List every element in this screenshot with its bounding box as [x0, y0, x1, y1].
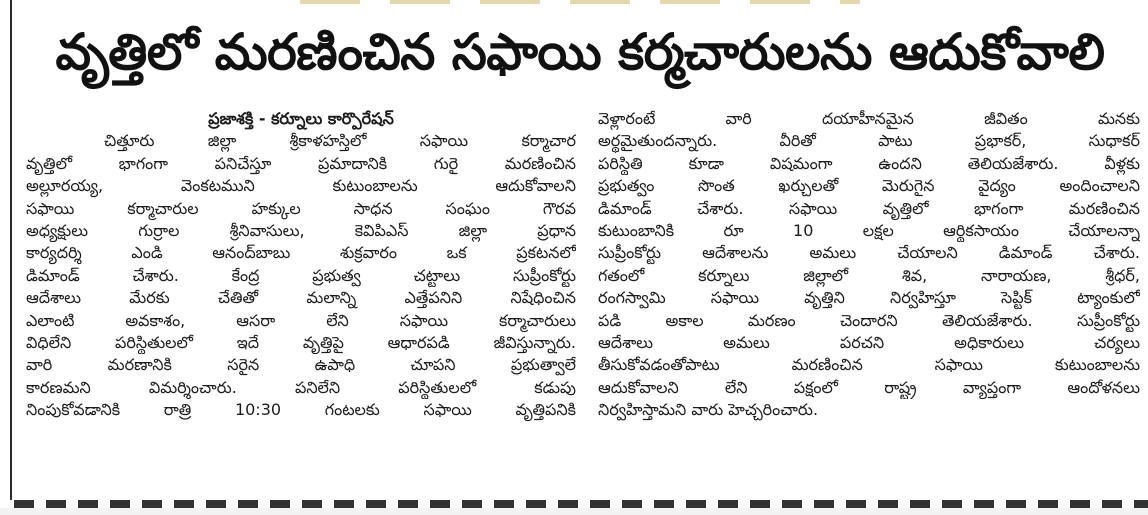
clipping-cut-line: [14, 500, 1148, 508]
byline: ప్రజాశక్తి - కర్నూలు కార్పొరేషన్: [208, 109, 394, 128]
text-line: వారి మరణానికి సరైన ఉపాధి చూపని ప్రభుత్వాలే: [26, 355, 576, 375]
text-line: వెళ్లారంటే వారి దయాహీనమైన జీవితం మనకు: [598, 109, 1140, 128]
text-line: డిమాండ్ చేశారు. కేంద్ర ప్రభుత్వ చట్టాలు సుప్రీంకోర్టు: [26, 265, 576, 285]
text-line: కుటుంబానికి రూ 10 లక్షల ఆర్థికసాయం చేయాలన్నా: [598, 220, 1140, 240]
clipping-bottom-edge: [0, 508, 1148, 515]
text-line: కార్యదర్శి ఎండి ఆనంద్‌బాబు శుక్రవారం ఒక ప్రకటనలో: [26, 243, 576, 263]
text-line: సఫాయి కర్మాచారుల హక్కుల సాధన సంఘం గౌరవ: [26, 198, 576, 218]
text-line: ఆదేశాలు అమలు పరచని అధికారులు చర్యలు: [598, 332, 1140, 352]
text-line: విధిలేని పరిస్థితులలో ఇదే వృత్తిపై ఆధారపడి జీవిస్తున్నారు.: [26, 332, 576, 352]
text-line: కారణమని విమర్శించారు. పనిలేని పరిస్థితులలో కడుపు: [26, 377, 576, 397]
text-line: వృత్తిలో భాగంగా పనిచేస్తూ ప్రమాదానికి గురై మరణించిన: [26, 153, 576, 173]
text-line: డిమాండ్ చేశారు. సఫాయి వృత్తిలో భాగంగా మరణించిన: [598, 198, 1140, 218]
article-paragraph: [598, 108, 1140, 421]
article-paragraph: [26, 108, 576, 421]
text-line: గతంలో కర్నూలు జిల్లాలో శివ, నారాయణ, శ్రీధర్,: [598, 265, 1140, 285]
text-line: ఆదేశాలు మేరకు చేతితో మలాన్ని ఎత్తేపనిని నిషేధించిన: [26, 288, 576, 308]
text-line: చిత్తూరు జిల్లా శ్రీకాళహస్తిలో సఫాయి కర్మాచార: [104, 131, 576, 151]
clipping-top-edge: [300, 0, 860, 4]
text-line: ఆదుకోవాలని లేని పక్షంలో రాష్ట్ర వ్యాప్తంగా ఆందోళనలు: [598, 377, 1140, 397]
text-line: నిర్వహిస్తామని వారు హెచ్చరించారు.: [598, 400, 819, 420]
article-column-2: [598, 108, 1140, 421]
text-line: రంగస్వామి సఫాయి వృత్తిని నిర్వహిస్తూ సెప్టిక్ ట్యాంకులో: [598, 288, 1140, 308]
headline: వృత్తిలో మరణించిన సఫాయి కర్మచారులను ఆదుకోవాలి: [55, 23, 1105, 81]
text-line: అల్లూరయ్య, వెంకటముని కుటుంబాలను ఆదుకోవాలని: [26, 176, 576, 196]
text-line: ఎలాంటి అవకాశం, ఆసరా లేని సఫాయి కర్మాచారులు: [26, 310, 576, 330]
text-line: ప్రభుత్వం సొంత ఖర్చులతో మెరుగైన వైద్యం అందించాలని: [598, 176, 1140, 196]
text-line: నింపుకోవడానికి రాత్రి 10:30 గంటలకు సఫాయి వృత్తిపనికి: [26, 400, 576, 420]
text-line: అధ్యక్షులు గుర్రాల శ్రీనివాసులు, కెవిపిఎస్ జిల్లా ప్రధాన: [26, 220, 576, 240]
text-line: పడి అకాల మరణం చెందారని తెలియజేశారు. సుప్రీంకోర్టు: [598, 310, 1140, 330]
text-line: తీసుకోవడంతోపాటు మరణించిన సఫాయి కుటుంబాలను: [598, 355, 1140, 375]
article-column-1: [26, 108, 576, 421]
text-line: పరిస్థితి కూడా విషమంగా ఉందని తెలియజేశారు. వీళ్లకు: [598, 153, 1140, 173]
text-line: సుప్రీంకోర్టు ఆదేశాలను అమలు చేయాలని డిమాండ్ చేశారు.: [598, 243, 1140, 263]
text-line: అర్థమైతుందన్నారు. వీరితో పాటు ప్రభాకర్, సుధాకర్: [598, 131, 1140, 151]
article-body: [0, 108, 1148, 492]
